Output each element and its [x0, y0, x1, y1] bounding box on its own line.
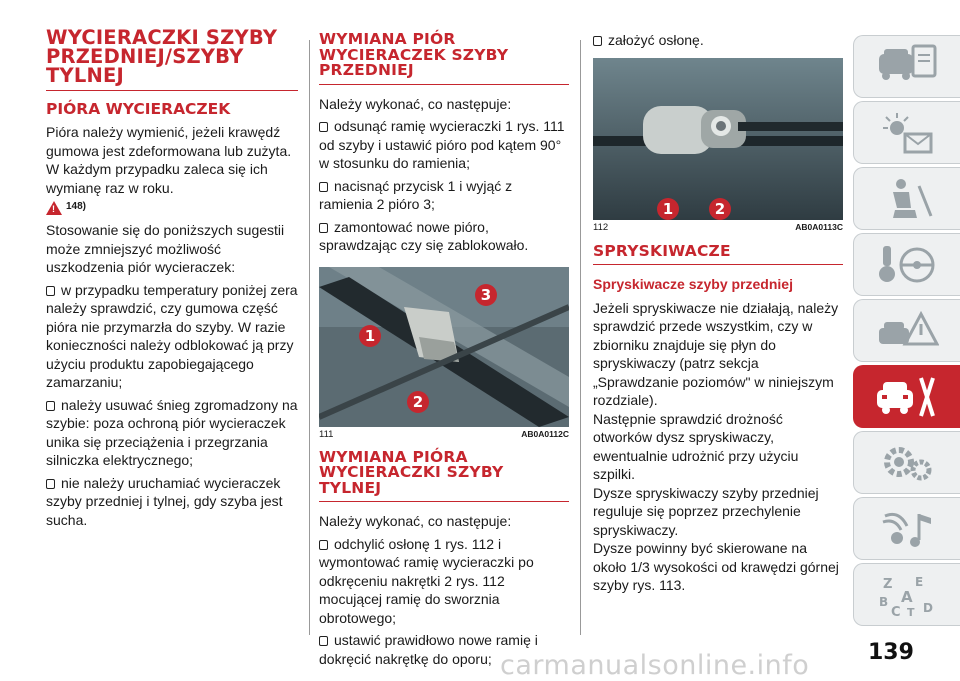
section-subtitle: PIÓRA WYCIERACZEK: [46, 100, 231, 118]
watermark: carmanualsonline.info: [500, 650, 810, 681]
page-number: 139: [868, 640, 914, 665]
figure-number: 112: [593, 221, 609, 233]
svg-text:B: B: [879, 594, 889, 609]
callout-1: 1: [359, 325, 381, 347]
warning-icon: !: [46, 201, 62, 215]
tab-car-info[interactable]: [853, 35, 960, 98]
callout-2: 2: [709, 198, 731, 220]
tab-dashboard-lights[interactable]: [853, 101, 960, 164]
column-1: [46, 28, 298, 533]
figure-number: 111: [319, 428, 334, 440]
svg-text:A: A: [901, 587, 913, 606]
checkbox-bullet-icon: [593, 36, 602, 46]
checkbox-bullet-icon: [46, 286, 55, 296]
paragraph: Należy wykonać, co następuje:: [319, 95, 512, 112]
figure-caption: [319, 429, 569, 440]
callout-2: 2: [407, 391, 429, 413]
car-wrench-icon: [875, 374, 939, 420]
multimedia-icon: [875, 506, 939, 552]
callout-3: 3: [475, 284, 497, 306]
svg-text:C: C: [891, 604, 901, 618]
tab-key-steering[interactable]: [853, 233, 960, 296]
list-item: należy usuwać śnieg zgromadzony na szybie: poza ochroną piór wycieraczek unika się przeciążenia i przegrzania silniczka elektrycznego;: [46, 396, 298, 468]
wiper-blade-illustration: [319, 267, 569, 427]
list-item: ustawić prawidłowo nowe ramię i dokręcić nakrętkę do oporu;: [319, 632, 538, 667]
tab-multimedia[interactable]: [853, 497, 960, 560]
tab-safety[interactable]: [853, 167, 960, 230]
safety-airbag-icon: [875, 176, 939, 222]
section-title: WYCIERACZKI SZYBY PRZEDNIEJ/SZYBY TYLNEJ: [46, 26, 278, 87]
column-separator: [309, 40, 310, 635]
title-rule: [46, 90, 298, 91]
checkbox-bullet-icon: [319, 182, 328, 192]
paragraph: Należy wykonać, co następuje:: [319, 513, 512, 529]
column-3: [593, 31, 843, 599]
key-steering-icon: [875, 242, 939, 288]
warning-reference: [46, 201, 298, 215]
checkbox-bullet-icon: [319, 540, 328, 550]
list-item: w przypadku temperatury poniżej zera należy sprawdzić, czy gumowa część pióra nie przymarzła do szyby. W razie konieczności należy odblokować ją przy użyciu produktu zapobiegającego zamarzaniu;: [46, 281, 298, 390]
callout-1: 1: [657, 198, 679, 220]
figure-112-image: [593, 58, 843, 220]
list-item: nie należy uruchamiać wycieraczek szyby przedniej i tylnej, gdy szyba jest sucha.: [46, 474, 283, 528]
dashboard-lights-icon: [875, 110, 939, 156]
paragraph: Jeżeli spryskiwacze nie działają, należy sprawdzić przede wszystkim, czy w zbiorniku znajduje się płyn do spryskiwaczy (patrz sekcja „Sprawdzanie poziomów" w niniejszym rozdziale). Następnie sprawdzić drożność otworków dysz spryskiwaczy, ewentualnie udrożnić przy użyciu szpilki. Dysze spryskiwaczy szyby przedniej reguluje się poprzez przechylenie spryskiwaczy. Dysze powinny być skierowane na około 1/3 wysokości od krawędzi górnej szyby rys. 113.: [593, 299, 839, 593]
emergency-icon: [875, 308, 939, 354]
column-2: [319, 32, 569, 672]
tab-maintenance[interactable]: [853, 365, 960, 428]
paragraph: Stosowanie się do poniższych sugestii może zmniejszyć możliwość uszkodzenia piór wycieraczek:: [46, 222, 285, 275]
svg-text:Z: Z: [883, 576, 893, 592]
warning-ref-number: 148): [66, 201, 87, 212]
svg-text:T: T: [907, 605, 915, 618]
figure-code: AB0A0112C: [521, 428, 569, 439]
rear-wiper-illustration: [593, 58, 843, 220]
title-rule: [319, 84, 569, 85]
alphabet-index-icon: [875, 572, 939, 618]
title-rule: [319, 501, 569, 502]
title-rule: [593, 264, 843, 265]
checkbox-bullet-icon: [46, 479, 55, 489]
column-separator: [580, 40, 581, 635]
checkbox-bullet-icon: [319, 122, 328, 132]
paragraph: Pióra należy wymienić, jeżeli krawędź gumowa jest zdeformowana lub zużyta. W każdym przypadku zaleca się ich wymianę raz w roku.: [46, 124, 292, 196]
list-item: założyć osłonę.: [593, 31, 843, 50]
figure-caption: [593, 222, 843, 233]
section-subtitle: Spryskiwacze szyby przedniej: [593, 275, 793, 292]
tab-emergency[interactable]: [853, 299, 960, 362]
list-item: odchylić osłonę 1 rys. 112 i wymontować ramię wycieraczki po odkręceniu nakrętki 2 rys. 112 mocującej ramię do sworznia obrotowego;: [319, 535, 534, 626]
svg-text:D: D: [923, 600, 933, 615]
list-item: nacisnąć przycisk 1 i wyjąć z ramienia 2 pióro 3;: [319, 177, 513, 212]
svg-text:E: E: [915, 574, 924, 589]
section-title: WYMIANA PIÓR WYCIERACZEK SZYBY PRZEDNIEJ: [319, 30, 509, 79]
car-info-icon: [875, 44, 939, 90]
checkbox-bullet-icon: [46, 401, 55, 411]
tab-technical-data[interactable]: [853, 431, 960, 494]
checkbox-bullet-icon: [319, 636, 328, 646]
checkbox-bullet-icon: [319, 223, 328, 233]
gears-icon: [875, 440, 939, 486]
list-item: zamontować nowe pióro, sprawdzając czy się zablokowało.: [319, 218, 529, 253]
figure-111-image: [319, 267, 569, 427]
figure-code: AB0A0113C: [795, 221, 843, 232]
section-title: WYMIANA PIÓRA WYCIERACZKI SZYBY TYLNEJ: [319, 447, 504, 497]
list-item: odsunąć ramię wycieraczki 1 rys. 111 od szyby i ustawić pióro pod kątem 90° w stosunku do ramienia;: [319, 118, 565, 171]
section-title: SPRYSKIWACZE: [593, 241, 731, 260]
tab-index[interactable]: [853, 563, 960, 626]
